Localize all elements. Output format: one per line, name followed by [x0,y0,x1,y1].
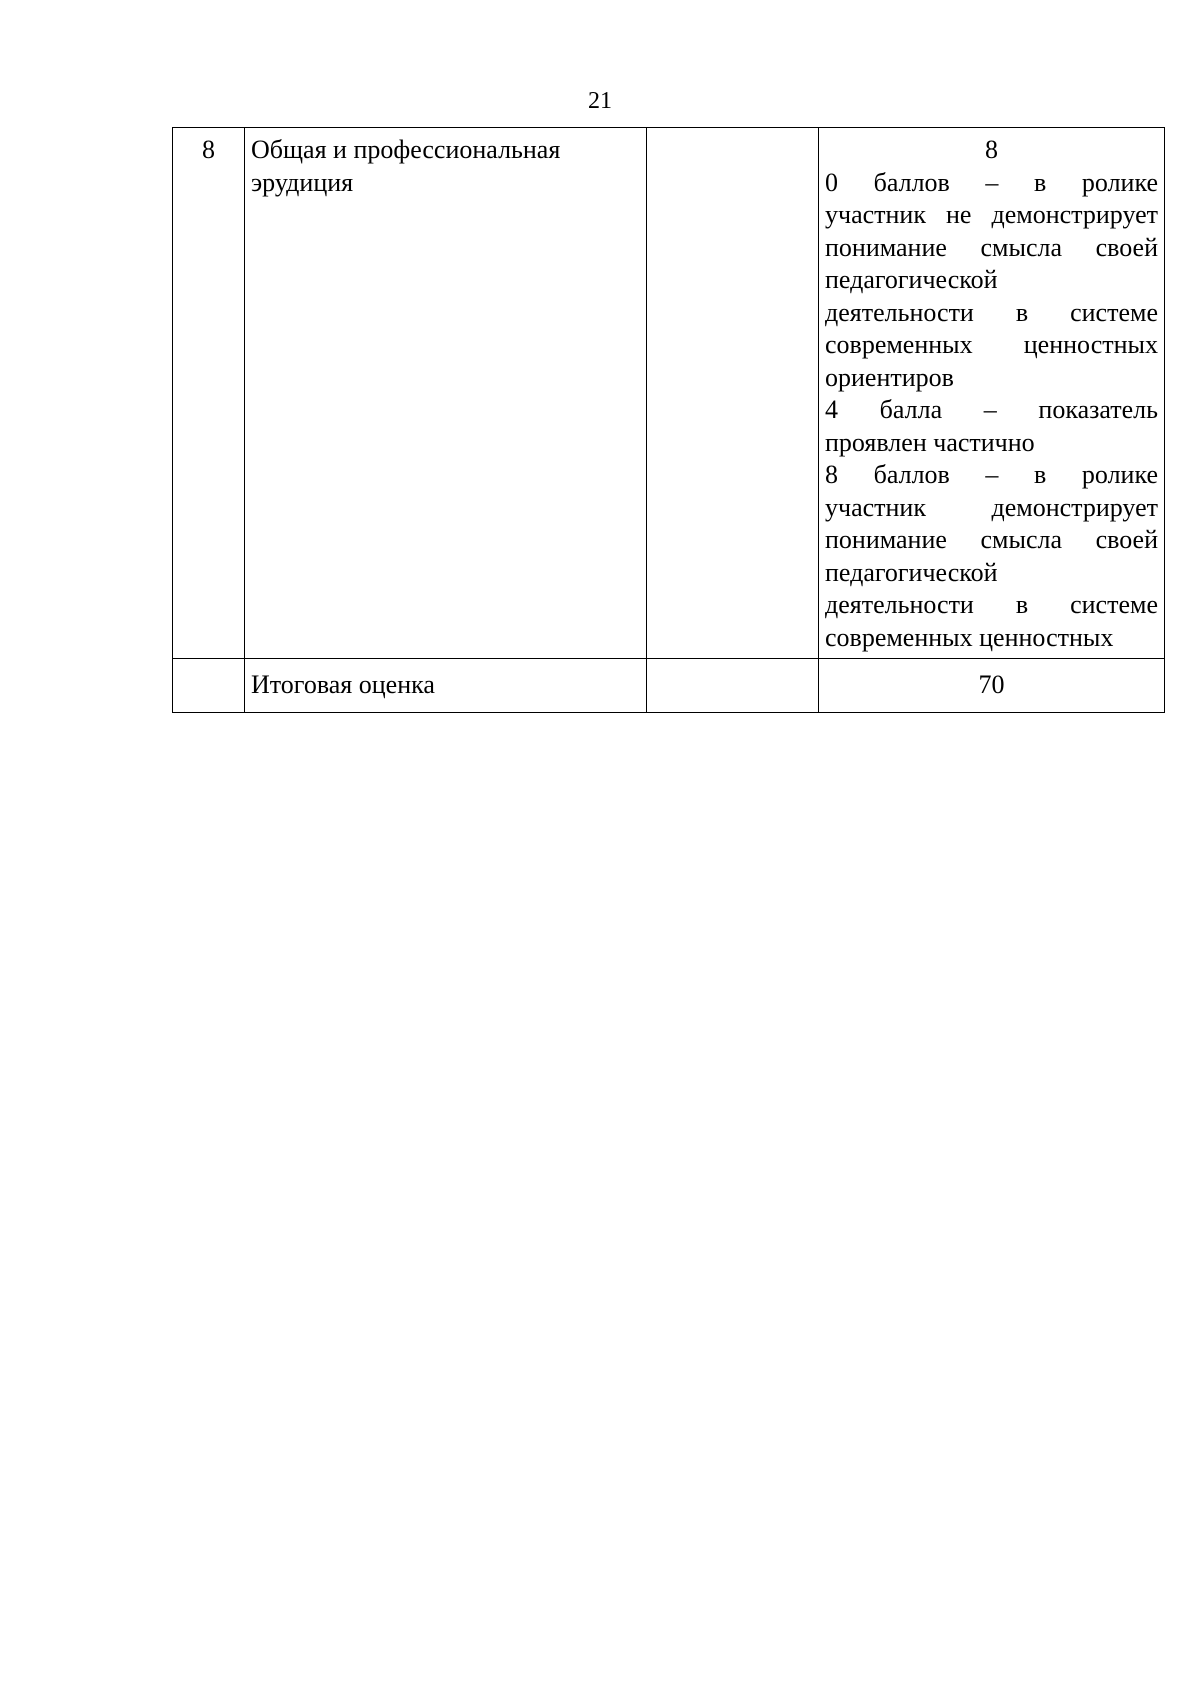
scoring-line: понимание смысла своей [825,525,1158,554]
table-row-total [173,659,1165,713]
criteria-table [172,127,1165,713]
empty-cell [647,659,819,713]
scoring-description [825,167,1158,655]
scoring-line: современных ценностных [825,622,1114,652]
criterion-number: 8 [173,128,245,659]
total-score: 70 [819,659,1165,713]
scoring-line: деятельности в системе [825,297,1158,327]
table-row-criterion-8 [173,128,1165,659]
criterion-scoring [819,128,1165,659]
empty-cell [173,659,245,713]
scoring-line: 4 балла – показатель [825,395,1158,424]
scoring-line: ориентиров [825,362,954,392]
scoring-line: современных ценностных [825,330,1158,359]
empty-cell [647,128,819,659]
scoring-line: понимание смысла своей [825,232,1158,262]
scoring-line: участник не демонстрирует [825,200,1158,229]
criterion-name: Общая и профессиональная эрудиция [245,128,647,659]
scoring-line: участник демонстрирует [825,492,1158,522]
scoring-line: проявлен частично [825,427,1035,457]
scoring-line: деятельности в системе [825,590,1158,619]
scoring-line: 8 баллов – в ролике [825,460,1158,489]
total-label: Итоговая оценка [245,659,647,713]
scoring-line: педагогической [825,265,998,294]
page-number: 21 [588,88,612,114]
scoring-line: 0 баллов – в ролике [825,167,1158,197]
scoring-line: педагогической [825,557,998,587]
criterion-max-score: 8 [985,135,998,164]
